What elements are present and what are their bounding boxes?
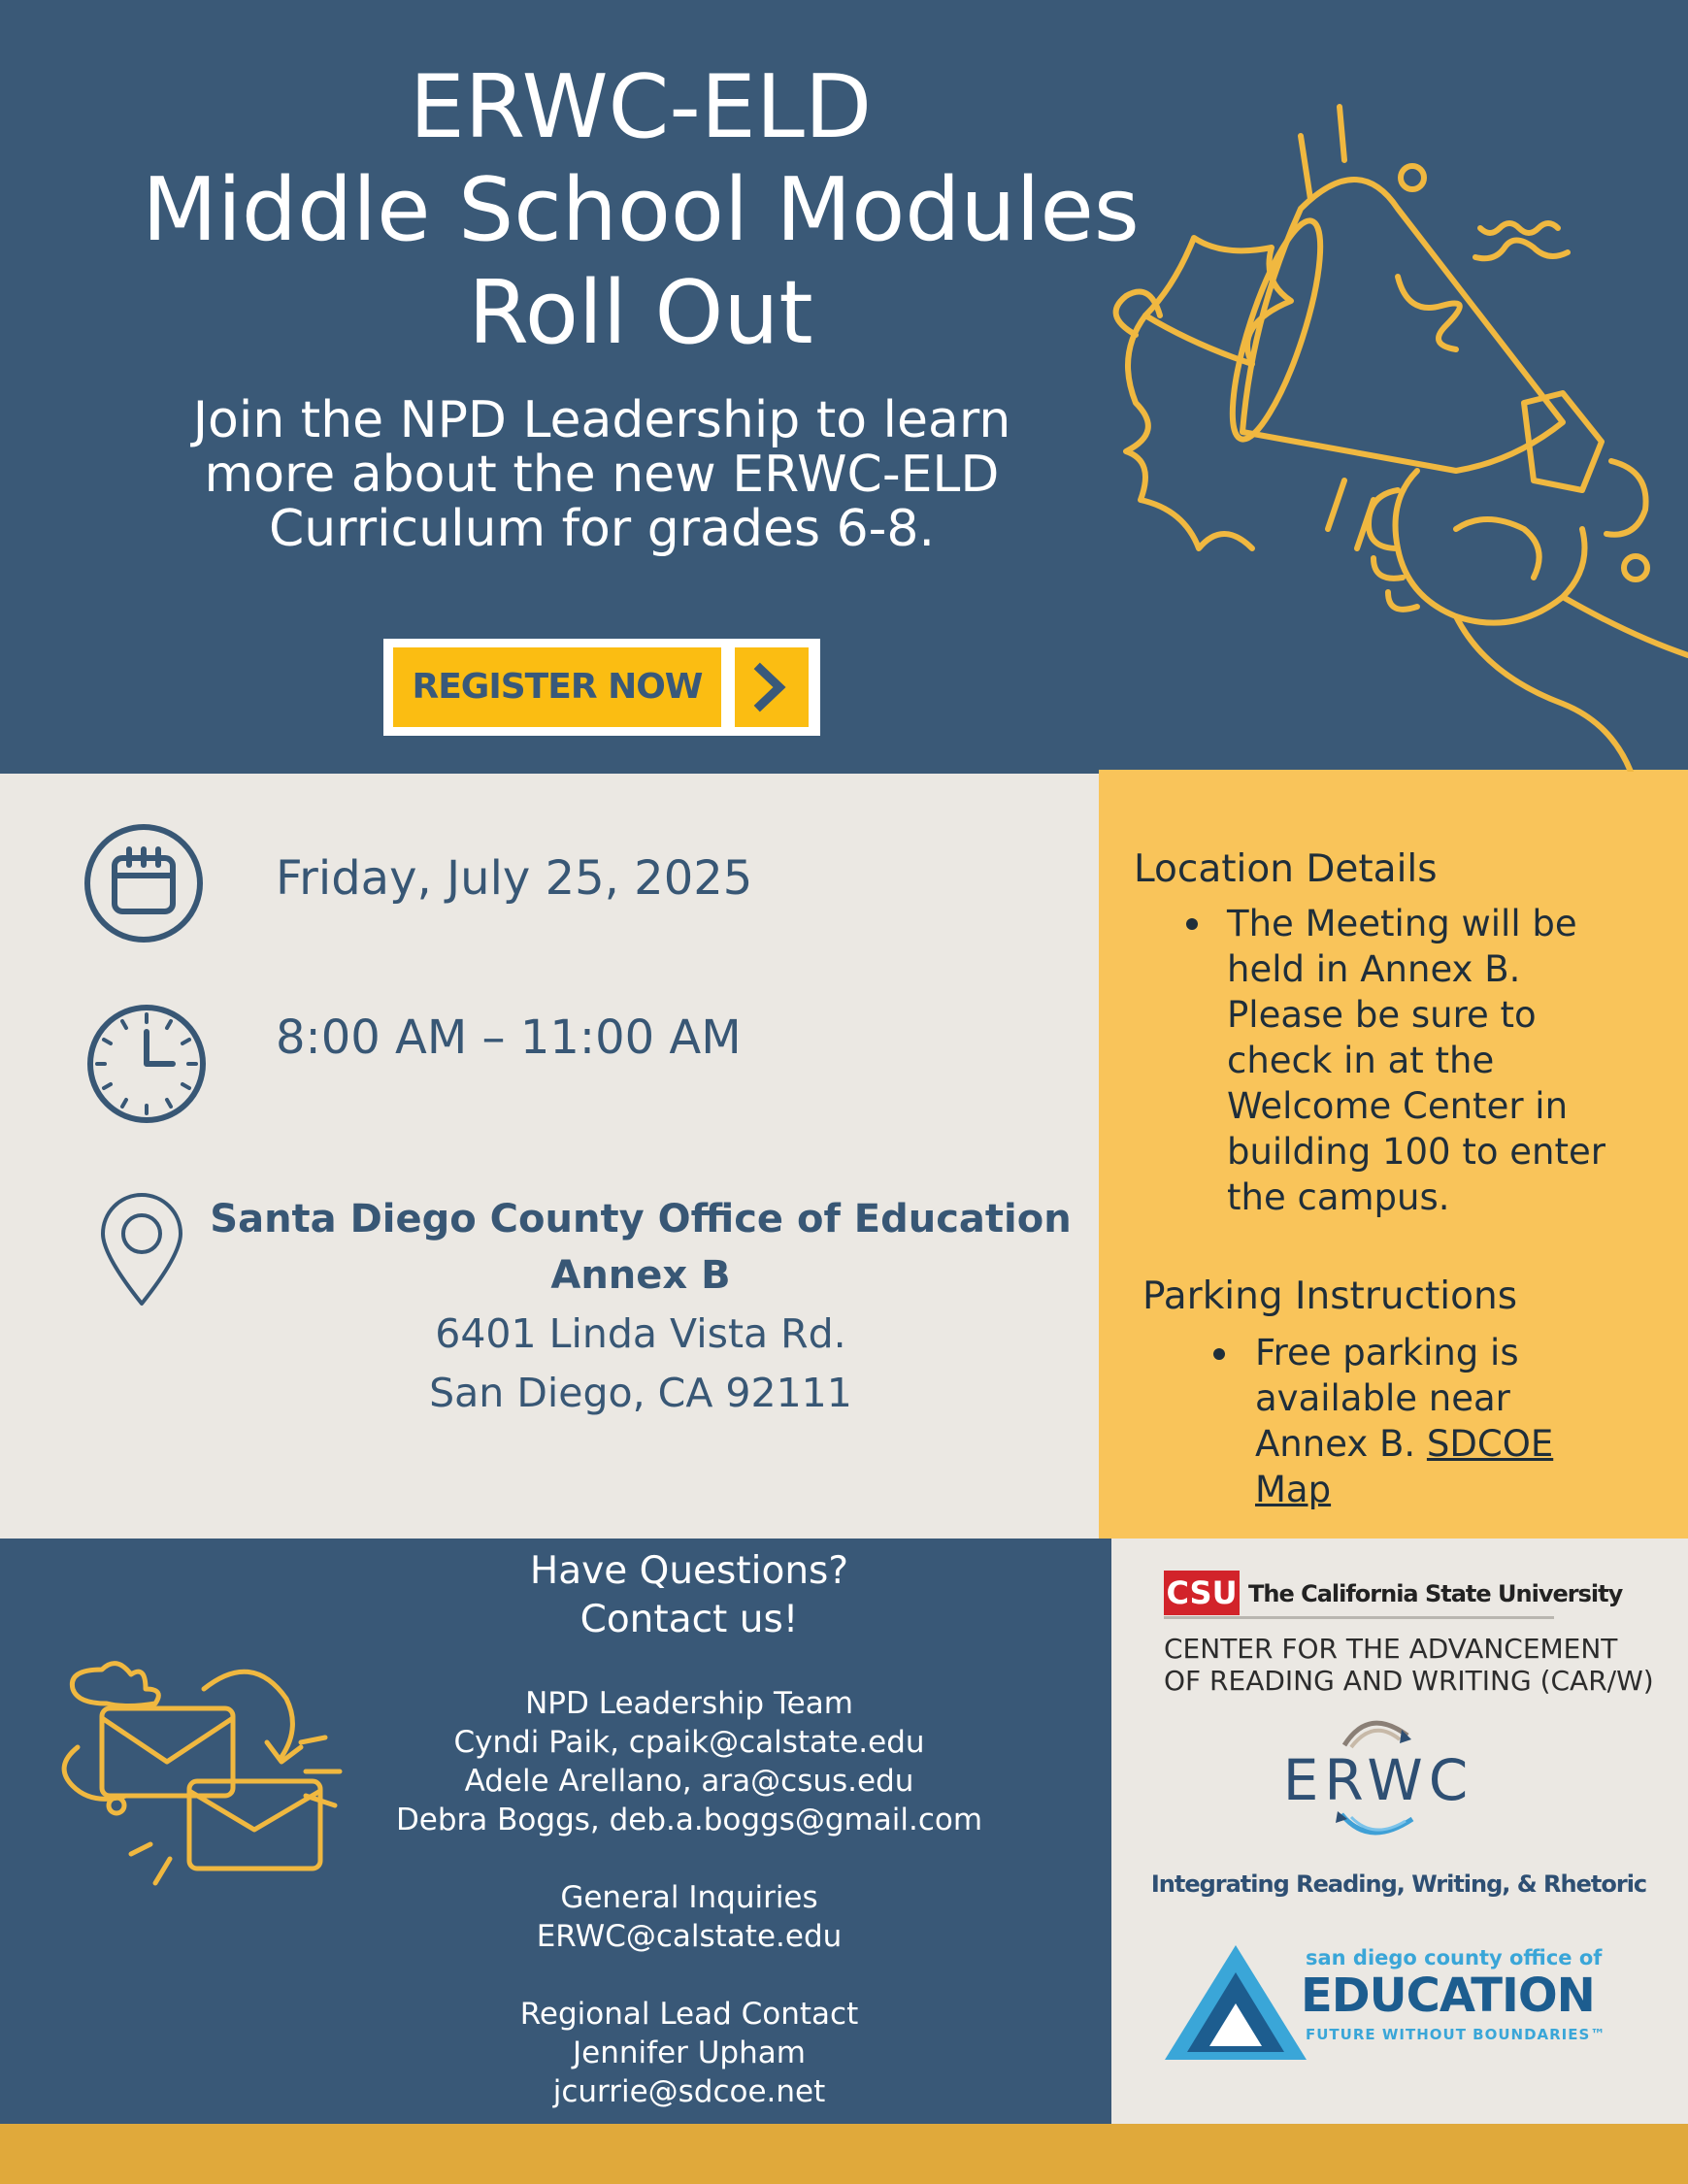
map-pin-icon: [95, 1189, 188, 1309]
sdcoe-line-3: FUTURE WITHOUT BOUNDARIES™: [1306, 2026, 1606, 2043]
sdcoe-map-link[interactable]: SDCOE: [1426, 1423, 1554, 1465]
erwc-logo-mark: ERWC: [1282, 1747, 1474, 1813]
page-title-line-3: Roll Out: [468, 262, 813, 364]
subtitle-line-2: more about the new ERWC-ELD: [204, 446, 1000, 504]
location-details-heading: Location Details: [1134, 847, 1438, 891]
megaphone-icon: [1107, 92, 1688, 772]
team-contact[interactable]: Cyndi Paik, cpaik@calstate.edu: [453, 1725, 925, 1760]
bullet: [1186, 918, 1198, 930]
venue-annex: Annex B: [550, 1253, 731, 1298]
erwc-swoosh-icon: [1330, 1809, 1427, 1848]
general-inquiries-label: General Inquiries: [560, 1880, 818, 1915]
carw-line-1: CENTER FOR THE ADVANCEMENT: [1164, 1633, 1618, 1665]
event-date: Friday, July 25, 2025: [276, 851, 753, 906]
address-city: San Diego, CA 92111: [429, 1370, 852, 1416]
parking-heading: Parking Instructions: [1142, 1274, 1518, 1318]
contact-heading-2: Contact us!: [579, 1598, 799, 1641]
bullet: [1213, 1348, 1225, 1360]
regional-lead-email[interactable]: jcurrie@sdcoe.net: [552, 2074, 826, 2109]
clock-icon: [85, 1003, 208, 1125]
carw-line-2: OF READING AND WRITING (CAR/W): [1164, 1665, 1654, 1697]
subtitle-line-1: Join the NPD Leadership to learn: [192, 391, 1011, 449]
chevron-right-icon: [735, 647, 809, 727]
envelopes-icon: [58, 1650, 349, 1893]
parking-line: Free parking is: [1255, 1332, 1519, 1373]
bottom-strip: [0, 2124, 1688, 2184]
location-line: The Meeting will be: [1227, 903, 1577, 944]
register-now-button[interactable]: [383, 639, 820, 736]
divider: [1164, 1616, 1554, 1619]
team-label: NPD Leadership Team: [525, 1686, 853, 1721]
address-street: 6401 Linda Vista Rd.: [435, 1310, 846, 1357]
calendar-icon: [83, 822, 205, 944]
sdcoe-line-2: EDUCATION: [1301, 1969, 1595, 2023]
regional-lead-label: Regional Lead Contact: [519, 1997, 859, 2032]
location-line: Welcome Center in: [1227, 1085, 1569, 1127]
location-line: held in Annex B.: [1227, 948, 1521, 990]
location-line: the campus.: [1227, 1176, 1450, 1218]
contact-heading-1: Have Questions?: [529, 1549, 849, 1593]
parking-line: available near: [1255, 1377, 1510, 1419]
register-now-label: REGISTER NOW: [393, 647, 721, 727]
location-line: check in at the: [1227, 1040, 1495, 1081]
regional-lead-name: Jennifer Upham: [573, 2035, 806, 2070]
team-contact[interactable]: Debra Boggs, deb.a.boggs@gmail.com: [395, 1803, 983, 1837]
parking-line: Annex B. SDCOE: [1255, 1423, 1554, 1465]
sdcoe-line-1: san diego county office of: [1306, 1946, 1603, 1969]
venue-name: Santa Diego County Office of Education: [210, 1197, 1072, 1241]
location-line: Please be sure to: [1227, 994, 1537, 1036]
sdcoe-triangle-logo: [1163, 1943, 1308, 2062]
location-line: building 100 to enter: [1227, 1131, 1605, 1173]
erwc-tagline: Integrating Reading, Writing, & Rhetoric: [1150, 1870, 1647, 1898]
general-inquiries-email[interactable]: ERWC@calstate.edu: [536, 1919, 843, 1954]
subtitle-line-3: Curriculum for grades 6-8.: [268, 500, 936, 558]
page-title-line-1: ERWC-ELD: [409, 56, 873, 158]
page-title-line-2: Middle School Modules: [142, 159, 1140, 261]
csu-name: The California State University: [1248, 1580, 1623, 1607]
csu-logo-mark: CSU: [1164, 1571, 1240, 1615]
team-contact[interactable]: Adele Arellano, ara@csus.edu: [464, 1764, 914, 1799]
sdcoe-map-link[interactable]: Map: [1255, 1469, 1332, 1510]
event-time: 8:00 AM – 11:00 AM: [276, 1010, 742, 1065]
